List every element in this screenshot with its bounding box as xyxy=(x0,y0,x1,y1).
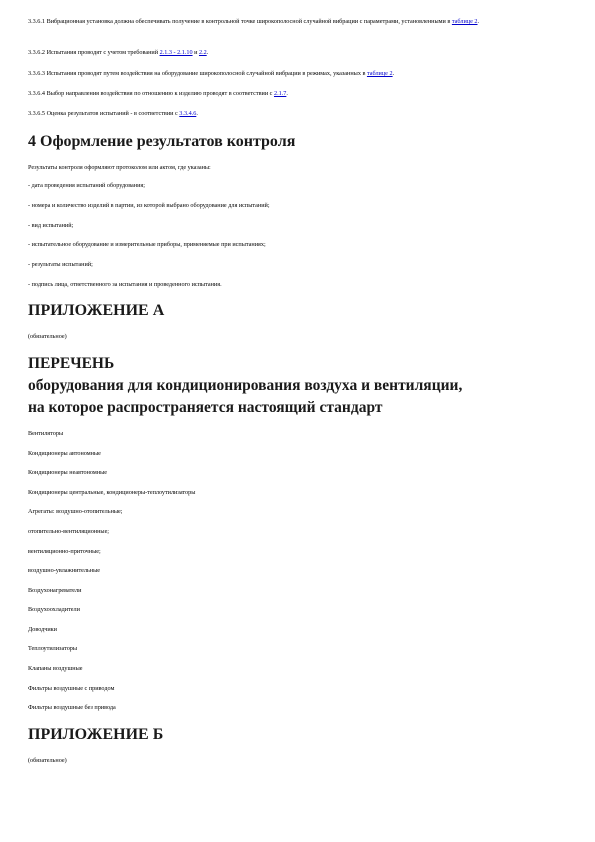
clause-2-2-link[interactable]: 2.2 xyxy=(198,49,207,56)
appendix-a-status: (обязательное) xyxy=(28,333,67,340)
section-4-intro: Результаты контроля оформляют протоколом или актом, где указаны: xyxy=(28,164,211,171)
list-item: - вид испытаний; xyxy=(28,222,74,229)
clause-3-3-6-2 xyxy=(28,48,568,58)
table-2-link[interactable]: таблице 2 xyxy=(366,70,393,77)
list-item: отопительно-вентиляционные; xyxy=(28,528,110,535)
list-item: вентиляционно-приточные; xyxy=(28,548,101,555)
clause-3-3-6-1 xyxy=(28,17,568,27)
clause-3-3-6-3 xyxy=(28,69,568,79)
table-2-link[interactable]: таблице 2 xyxy=(451,18,478,25)
list-item: Доводчики xyxy=(28,626,57,633)
clause-2-1-3-link[interactable]: 2.1.3 - 2.1.10 xyxy=(159,49,193,56)
list-item: Вентиляторы xyxy=(28,430,64,437)
list-item: Кондиционеры автономные xyxy=(28,450,101,457)
list-item: Агрегаты: воздушно-отопительные; xyxy=(28,508,123,515)
list-item: Теплоутилизаторы xyxy=(28,645,78,652)
list-item: - испытательное оборудование и измерительные приборы, применяемые при испытаниях; xyxy=(28,241,266,248)
list-item: - номера и количество изделий в партии, из которой выбрано оборудование для испытаний; xyxy=(28,202,270,209)
clause-tail: . xyxy=(286,90,288,97)
clause-3-3-6-4 xyxy=(28,89,568,99)
appendix-b-heading: ПРИЛОЖЕНИЕ Б xyxy=(28,726,164,743)
section-4-heading: 4 Оформление результатов контроля xyxy=(28,133,296,150)
appendix-b-status: (обязательное) xyxy=(28,757,67,764)
appendix-a-heading: ПРИЛОЖЕНИЕ А xyxy=(28,302,165,319)
clause-text: 3.3.6.1 Вибрационная установка должна обеспечивать получение в контрольной точке широкополосной случайной вибрации с параметрами, установленными в xyxy=(28,18,452,25)
clause-tail: . xyxy=(392,70,395,77)
clause-3-3-6-5 xyxy=(28,109,568,119)
list-item: Клапаны воздушные xyxy=(28,665,83,672)
clause-mid: и xyxy=(192,49,199,56)
list-item: - подпись лица, ответственного за испытания и проведенного испытания. xyxy=(28,281,222,288)
clause-text: 3.3.6.3 Испытания проводят путем воздействия на оборудование широкополосной случайной вибрации в режимах, указанных в xyxy=(28,70,367,77)
list-item: - дата проведения испытаний оборудования; xyxy=(28,182,145,189)
list-item: Воздухонагреватели xyxy=(28,587,82,594)
clause-tail: . xyxy=(477,18,480,25)
list-item: воздушно-увлажнительные xyxy=(28,567,101,574)
appendix-a-title-line-3: на которое распространяется настоящий стандарт xyxy=(28,399,383,416)
clause-tail: . xyxy=(196,110,198,117)
clause-2-1-7-link[interactable]: 2.1.7 xyxy=(273,90,287,97)
clause-text: 3.3.6.5 Оценка результатов испытаний - в соответствии с xyxy=(28,110,180,117)
clause-text: 3.3.6.4 Выбор направления воздействия по отношению к изделию проводят в соответствии с xyxy=(28,90,274,97)
clause-text: 3.3.6.2 Испытания проводят с учетом требований xyxy=(28,49,160,56)
clause-tail: . xyxy=(206,49,209,56)
list-item: - результаты испытаний; xyxy=(28,261,93,268)
list-item: Кондиционеры центральные, кондиционеры-теплоутилизаторы xyxy=(28,489,196,496)
list-item: Кондиционеры неавтономные xyxy=(28,469,108,476)
list-item: Воздухоохладители xyxy=(28,606,80,613)
list-item: Фильтры воздушные с приводом xyxy=(28,685,115,692)
appendix-a-title-line-2: оборудования для кондиционирования воздуха и вентиляции, xyxy=(28,377,463,394)
list-item: Фильтры воздушные без привода xyxy=(28,704,116,711)
appendix-a-title-line-1: ПЕРЕЧЕНЬ xyxy=(28,355,115,372)
clause-3-3-4-6-link[interactable]: 3.3.4.6 xyxy=(179,110,197,117)
